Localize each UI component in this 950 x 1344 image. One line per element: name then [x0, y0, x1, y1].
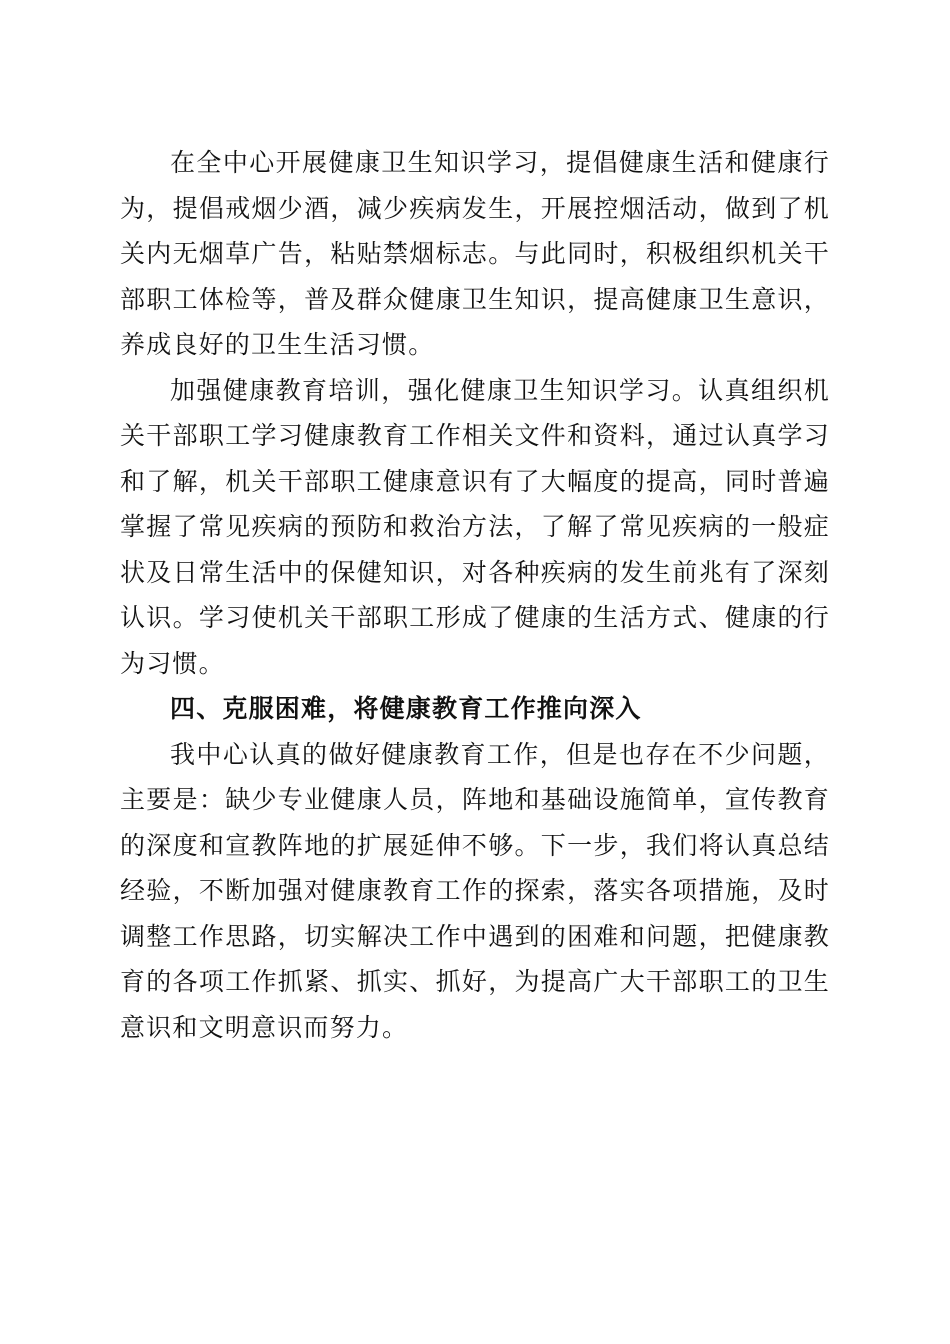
document-body [120, 140, 830, 1050]
paragraph-health-training: 加强健康教育培训，强化健康卫生知识学习。认真组织机关干部职工学习健康教育工作相关文件和资料，通过认真学习和了解，机关干部职工健康意识有了大幅度的提高，同时普遍掌握了常见疾病的预防和救治方法，了解了常见疾病的一般症状及日常生活中的保健知识，对各种疾病的发生前兆有了深刻认识。学习使机关干部职工形成了健康的生活方式、健康的行为习惯。 [120, 375, 830, 678]
paragraph-health-knowledge: 在全中心开展健康卫生知识学习，提倡健康生活和健康行为，提倡戒烟少酒，减少疾病发生，开展控烟活动，做到了机关内无烟草广告，粘贴禁烟标志。与此同时，积极组织机关干部职工体检等，普及群众健康卫生知识，提高健康卫生意识，养成良好的卫生生活习惯。 [120, 148, 830, 359]
paragraph-closing: 我中心认真的做好健康教育工作，但是也存在不少问题，主要是：缺少专业健康人员，阵地和基础设施简单，宣传教育的深度和宣教阵地的扩展延伸不够。下一步，我们将认真总结经验，不断加强对健康教育工作的探索，落实各项措施，及时调整工作思路，切实解决工作中遇到的困难和问题，把健康教育的各项工作抓紧、抓实、抓好，为提高广大干部职工的卫生意识和文明意识而努力。 [120, 739, 830, 1042]
section-heading: 四、克服困难，将健康教育工作推向深入 [170, 694, 642, 723]
